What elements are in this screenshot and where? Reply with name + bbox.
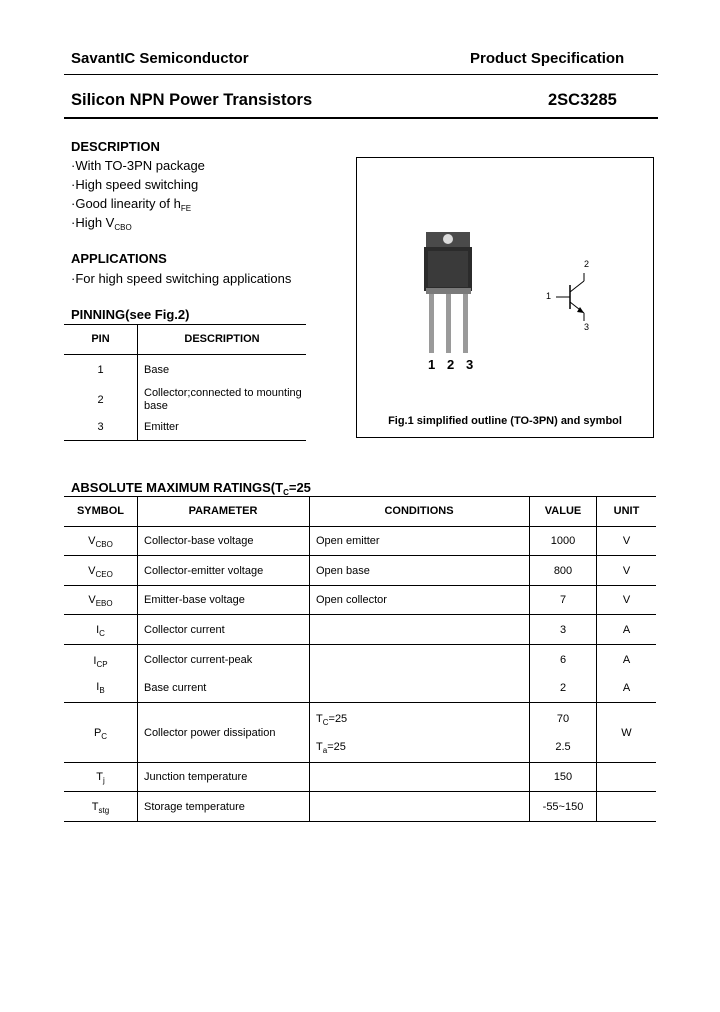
table-row — [64, 763, 656, 792]
parameter-cell: Collector current-peak Base current — [138, 645, 310, 703]
conditions-cell: Open base — [310, 556, 530, 586]
pin-description: Emitter — [138, 415, 307, 441]
value-cell: 1000 — [530, 527, 597, 556]
product-line: Silicon NPN Power Transistors — [71, 91, 313, 109]
header-divider — [64, 74, 658, 75]
value-cell: 7 — [530, 586, 597, 615]
symbol-cell: $P_C$ — [64, 703, 138, 763]
value-cell: 3 — [530, 615, 597, 645]
parameter-cell: Collector-base voltage — [138, 527, 310, 556]
unit-cell — [597, 763, 657, 792]
application-item: ·For high speed switching applications — [71, 271, 292, 286]
conditions-cell — [310, 763, 530, 792]
lead-3 — [463, 291, 468, 353]
conditions-cell — [310, 645, 530, 703]
symbol-cell: $I_{CP}$ $I_B$ — [64, 645, 138, 703]
outline-pin-2: 2 — [447, 357, 455, 372]
conditions-cell — [310, 615, 530, 645]
ratings-heading: ABSOLUTE MAXIMUM $RATINGS(T_C=25$ — [71, 480, 311, 497]
value-cell: 6 2 — [530, 645, 597, 703]
unit-cell: V — [597, 556, 657, 586]
unit-cell: V — [597, 527, 657, 556]
symbol-cell: $V_{CBO}$ — [64, 527, 138, 556]
feature-item: ·High $V_{CBO}$ — [71, 215, 132, 232]
pin-description: Base — [138, 355, 307, 385]
symbol-pin-3: 3 — [584, 322, 590, 332]
mounting-hole — [443, 234, 453, 244]
conditions-cell: Open emitter — [310, 527, 530, 556]
pin-number: 2 — [97, 393, 104, 406]
outline-pin-1: 1 — [428, 357, 436, 372]
table-row — [64, 792, 656, 822]
outline-pin-3: 3 — [466, 357, 474, 372]
table-row — [64, 645, 656, 703]
table-row — [64, 556, 656, 586]
symbol-pin-2: 2 — [584, 259, 590, 269]
conditions-column-header: CONDITIONS — [310, 496, 530, 527]
title-divider — [64, 117, 658, 119]
pinning-heading: PINNING(see Fig.2) — [71, 307, 190, 322]
symbol-cell: $T_j$ — [64, 763, 138, 792]
pin-column-header: PIN — [64, 324, 138, 355]
symbol-column-header: SYMBOL — [64, 496, 138, 527]
lead-2 — [446, 291, 451, 353]
conditions-cell: $T_C=25$ $T_a=25$ — [310, 703, 530, 763]
feature-item: ·High speed switching — [71, 177, 199, 192]
pin-number: 3 — [64, 415, 138, 441]
description-heading: DESCRIPTION — [71, 139, 160, 154]
parameter-cell: Collector power dissipation — [138, 703, 310, 763]
document-type: Product Specification — [470, 50, 625, 67]
symbol-cell: $I_C$ — [64, 615, 138, 645]
table-row — [64, 385, 306, 415]
applications-heading: APPLICATIONS — [71, 251, 167, 266]
unit-column-header: UNIT — [597, 496, 657, 527]
symbol-pin-1: 1 — [546, 291, 552, 301]
table-row — [64, 415, 306, 441]
pin-description: Collector;connected to mounting base — [138, 385, 307, 415]
table-row — [64, 586, 656, 615]
value-cell: 150 — [530, 763, 597, 792]
collector-line — [570, 281, 584, 292]
table-row — [64, 615, 656, 645]
unit-cell: A — [597, 615, 657, 645]
parameter-cell: Emitter-base voltage — [138, 586, 310, 615]
value-cell: 800 — [530, 556, 597, 586]
symbol-cell: $T_{stg}$ — [64, 792, 138, 822]
table-row — [64, 527, 656, 556]
parameter-column-header: PARAMETER — [138, 496, 310, 527]
figure-caption: Fig.1 simplified outline (TO-3PN) and symbol — [388, 415, 622, 427]
ratings-table — [64, 496, 656, 822]
unit-cell: W — [597, 703, 657, 763]
value-cell: 70 2.5 — [530, 703, 597, 763]
pin-number: 1 — [97, 363, 104, 376]
pinning-table — [64, 324, 306, 441]
lead-1 — [429, 291, 434, 353]
conditions-cell — [310, 792, 530, 822]
description-column-header: DESCRIPTION — [138, 324, 307, 355]
parameter-cell: Collector current — [138, 615, 310, 645]
feature-item: ·Good linearity of $h_{FE}$ — [71, 196, 192, 213]
unit-cell: A A — [597, 645, 657, 703]
package-outline-illustration — [356, 157, 654, 407]
feature-item: ·With TO-3PN package — [71, 158, 205, 173]
symbol-cell: $V_{CEO}$ — [64, 556, 138, 586]
part-number: 2SC3285 — [548, 91, 617, 109]
symbol-cell: $V_{EBO}$ — [64, 586, 138, 615]
table-row — [64, 703, 656, 763]
value-cell: -55~150 — [530, 792, 597, 822]
parameter-cell: Storage temperature — [138, 792, 310, 822]
unit-cell: V — [597, 586, 657, 615]
table-row — [64, 355, 306, 385]
parameter-cell: Collector-emitter voltage — [138, 556, 310, 586]
unit-cell — [597, 792, 657, 822]
ratings-header-row — [64, 496, 656, 527]
conditions-cell: Open collector — [310, 586, 530, 615]
company-name: SavantIC Semiconductor — [71, 50, 249, 67]
value-column-header: VALUE — [530, 496, 597, 527]
parameter-cell: Junction temperature — [138, 763, 310, 792]
